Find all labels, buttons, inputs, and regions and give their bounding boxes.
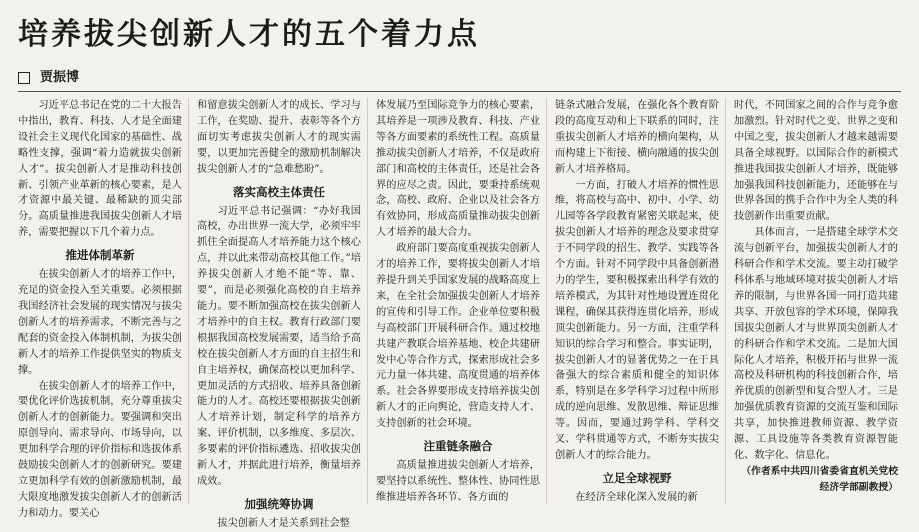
section-heading: 加强统筹协调 xyxy=(244,496,314,511)
author-name: 贾振博 xyxy=(40,70,80,85)
text-column-3 xyxy=(376,98,547,504)
text-column-1 xyxy=(18,98,189,519)
paragraph: 政府部门要高度重视拔尖创新人才的培养工作，要将拔尖创新人才培养提升到关乎国家发展的战略高度上来，在全社会加强拔尖创新人才培养的宣传和引导工作。企业单位要积极与高校部门开展科研合作。通过校地共建产教联合培养基地、校企共建研发中心等合作方式，探索形成社会多元力量一体共建、高度贯通的培养体系。社会各界要形成支持培养拔尖创新人才的正向舆论，营造支持人才、支持创新的社会环境。 xyxy=(376,243,540,430)
paragraph: 体发展乃至国际竞争力的核心要素，其培养是一项涉及教育、科技、产业等各方面要素的系统性工程。高质量推动拔尖创新人才培养，不仅是政府部门和高校的主体责任，还是社会各界的应尽之责。因此，要秉持系统观念，高校、政府、企业以及社会各方有效协同，形成高质量推动拔尖创新人才培养的最大合力。 xyxy=(376,100,540,239)
paragraph: 高质量推进拔尖创新人才培养，要坚持以系统性、整体性、协同性思维推进培养各环节、各方面的 xyxy=(376,460,540,503)
paragraph: 在拔尖创新人才的培养工作中，充足的资金投入至关重要。必须根据我国经济社会发展的现实情况与拔尖创新人才的培养需求，不断完善与之配套的资金投入体制机制，为拔尖创新人才的培养工作提供坚实的物质支撑。 xyxy=(18,269,182,376)
square-icon xyxy=(18,72,30,84)
section-heading: 立足全球视野 xyxy=(602,470,672,485)
paragraph: 习近平总书记在党的二十大报告中指出，教育、科技、人才是全面建设社会主义现代化国家的基础性、战略性支撑，强调“着力造就拔尖创新人才”。拔尖创新人才是推动科技创新、引领产业革新的核心要素，是人才资源中最关键、最稀缺的顶尖部分。高质量推进我国拔尖创新人才培养，需要把握以下几个着力点。 xyxy=(18,100,182,239)
article-title: 培养拔尖创新人才的五个着力点 xyxy=(18,17,480,52)
paragraph: 和留意拔尖创新人才的成长、学习与工作，在奖励、提升、表彰等各个方面切实考虑拔尖创新人才的现实需要，以更加完善健全的激励机制解决拔尖创新人才的“急难愁盼”。 xyxy=(197,100,361,175)
section-heading: 注重链条融合 xyxy=(423,439,493,454)
title-divider xyxy=(18,91,901,92)
paragraph: 在经济全球化深入发展的新 xyxy=(575,491,698,503)
paragraph: 习近平总书记强调：“办好我国高校，办出世界一流大学，必须牢牢抓住全面提高人才培养能力这个核心点，并以此来带动高校其他工作。”培养拔尖创新人才绝不能“等、靠、要”，而是必须强化高校的自主培养能力。要不断加强高校在拔尖创新人才培养中的自主权。教育行政部门要根据我国高校发展需要，适当给予高校在拔尖创新人才方面的自主招生和自主培养权，确保高校以更加科学、更加灵活的方式招收、培养具备创新能力的人才。高校还要根据拔尖创新人才培养计划，制定科学的培养方案、评价机制，以多维度、多层次、多要素的评价指标遴选、招收拔尖创新人才，并据此进行培养，衡量培养成效。 xyxy=(197,205,361,487)
paragraph: 具体而言，一是搭建全球学术交流与创新平台，加强拔尖创新人才的科研合作和学术交流。要主动打破学科体系与地域环境对拔尖创新人才培养的限制，与世界各国一同打造共建共享、开放包容的学术环境，保障我国拔尖创新人才与世界顶尖创新人才的科研合作和学术交流。二是加大国际化人才培养，积极开拓与世界一流高校及科研机构的科技创新合作，培养优质的创新型和复合型人才。三是加强优质教育资源的交流互鉴和国际共享，加快推进教师资源、教学资源、工具设施等各类教育资源智能化、数字化、信息化。 xyxy=(734,227,898,461)
author-note: （作者系中共四川省委省直机关党校经济学部副教授） xyxy=(741,465,898,493)
text-column-2 xyxy=(197,98,368,529)
author-line xyxy=(18,66,79,85)
section-heading: 推进体制革新 xyxy=(65,248,135,263)
text-column-4 xyxy=(555,98,726,504)
paragraph: 拔尖创新人才是关系到社会整 xyxy=(217,517,350,529)
section-heading: 落实高校主体责任 xyxy=(233,184,325,199)
paragraph: 时代，不同国家之间的合作与竞争愈加激烈。针对时代之变、世界之变和中国之变，拔尖创新人才越来越需要具备全球视野。以国际合作的新模式推进我国拔尖创新人才培养，既能够加强我国科技创新能力，还能够在与世界各国的携手合作中为全人类的科技创新作出重要贡献。 xyxy=(734,100,898,223)
article-body xyxy=(18,98,904,529)
paragraph: 一方面，打破人才培养的惯性思维，将高校与高中、初中、小学、幼儿园等各学段教育紧密关联起来，使拔尖创新人才培养的理念及要求贯穿于不同学段的招生、教学、实践等各个方面。针对不同学段中具备创新潜力的学生，要积极探索出科学有效的培养模式，为其针对性地设置连贯化课程，确保其获得连贯化培养，形成顶尖创新能力。另一方面，注重学科知识的综合学习和整合。事实证明，拔尖创新人才的显著优势之一在于具备强大的综合素质和健全的知识体系，特别是在多学科学习过程中所形成的逆向思维、发散思维、辩证思维等。因而，要通过跨学科、学科交叉、学科贯通等方式，不断夯实拔尖创新人才的综合能力。 xyxy=(555,179,719,461)
paragraph: 在拔尖创新人才的培养工作中，要优化评价选拔机制，充分尊重拔尖创新人才的创新能力。要强调和突出原创导向、需求导向、市场导向，以更加科学合理的评价指标和选拔体系鼓励拔尖创新人才的创新研究。要建立更加科学有效的创新激励机制，最大限度地激发拔尖创新人才的创新活力和动力。要关心 xyxy=(18,380,182,519)
text-column-5 xyxy=(734,98,904,504)
paragraph: 链条式融合发展，在强化各个教育阶段的高度互动和上下联系的同时，注重拔尖创新人才培养的横向架构，从而构建上下衔接、横向融通的拔尖创新人才培养格局。 xyxy=(555,100,719,175)
